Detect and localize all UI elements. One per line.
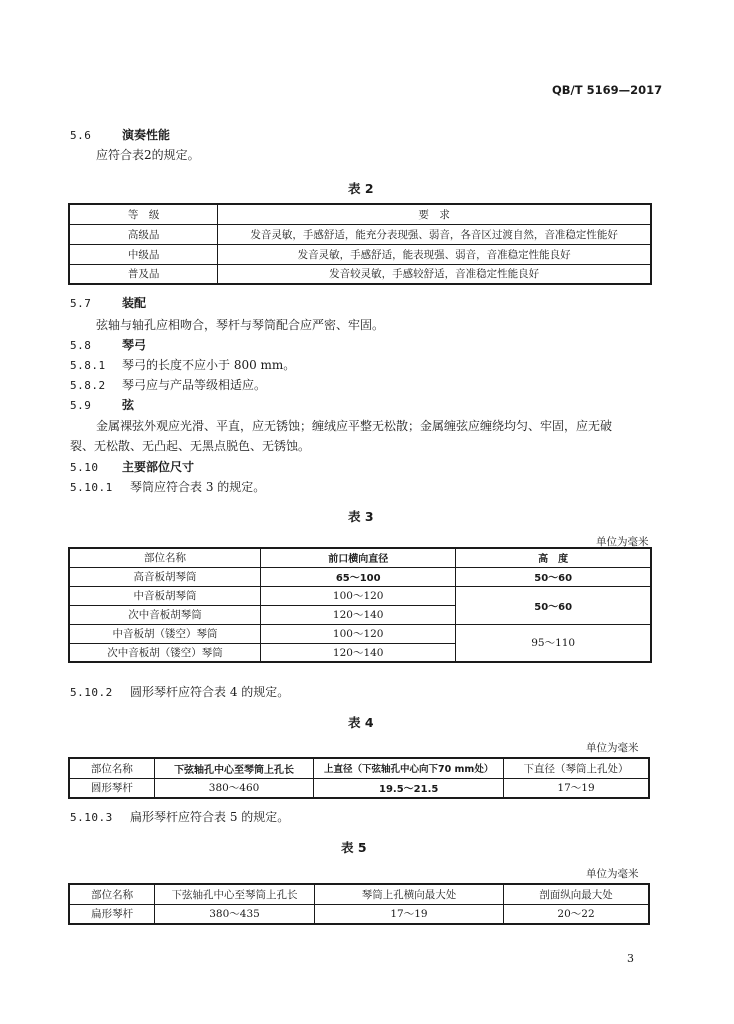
table-row	[69, 904, 649, 924]
table-cell: 20～22	[504, 904, 649, 924]
section-5-10-2	[70, 683, 289, 702]
section-title: 弦	[122, 398, 135, 412]
section-text: 琴筒应符合表 3 的规定。	[130, 480, 266, 494]
section-5-8-heading	[70, 336, 146, 355]
table-cell: 19.5～21.5	[314, 778, 504, 798]
table-2-title: 表 2	[348, 181, 374, 196]
table-cell: 100～120	[261, 624, 456, 643]
table-cell: 380～460	[154, 778, 313, 798]
section-5-7-heading	[70, 294, 146, 313]
table-header-cell: 前口横向直径	[261, 548, 456, 567]
table-cell: 扁形琴杆	[69, 904, 155, 924]
table-4-unit: 单位为毫米	[586, 742, 639, 754]
table-cell: 普及品	[69, 264, 218, 284]
section-title: 琴弓	[122, 338, 147, 352]
table-cell: 100～120	[261, 586, 456, 605]
table-5-unit: 单位为毫米	[586, 868, 639, 880]
table-row	[69, 244, 651, 264]
section-5-8-1	[70, 356, 295, 375]
document-code: QB/T 5169—2017	[552, 83, 663, 97]
table-header-cell: 下直径（琴筒上孔处）	[504, 758, 649, 778]
table-header-cell: 琴筒上孔横向最大处	[314, 884, 503, 904]
section-title: 装配	[122, 296, 147, 310]
section-5-7-text: 弦轴与轴孔应相吻合，琴杆与琴筒配合应严密、牢固。	[96, 318, 385, 332]
table-cell: 17～19	[504, 778, 649, 798]
table-cell: 中级品	[69, 244, 218, 264]
table-row	[69, 567, 651, 586]
section-text: 圆形琴杆应符合表 4 的规定。	[130, 685, 290, 699]
section-5-8-2	[70, 376, 266, 395]
table-header-cell: 剖面纵向最大处	[504, 884, 649, 904]
table-5-title: 表 5	[341, 840, 367, 855]
section-title: 主要部位尺寸	[122, 460, 195, 474]
table-cell: 95～110	[456, 624, 651, 662]
table-4	[68, 757, 650, 799]
table-cell: 高级品	[69, 224, 218, 244]
section-number: 5.7	[70, 297, 92, 310]
table-header-cell: 等 级	[69, 204, 218, 224]
table-header-cell: 上直径（下弦轴孔中心向下70 mm处）	[314, 758, 504, 778]
section-5-10-heading	[70, 458, 194, 477]
section-number: 5.10.3	[70, 811, 113, 824]
section-number: 5.10.2	[70, 686, 113, 699]
table-header-cell: 部位名称	[69, 758, 154, 778]
table-cell: 中音板胡琴筒	[69, 586, 261, 605]
table-4-title: 表 4	[348, 715, 374, 730]
table-cell: 次中音板胡（镂空）琴筒	[69, 643, 261, 662]
section-number: 5.10	[70, 461, 99, 474]
table-cell: 120～140	[261, 643, 456, 662]
table-3-title: 表 3	[348, 509, 374, 524]
table-5	[68, 883, 650, 925]
table-row	[69, 586, 651, 605]
table-3	[68, 547, 652, 663]
section-text: 扁形琴杆应符合表 5 的规定。	[130, 810, 290, 824]
section-number: 5.6	[70, 129, 92, 142]
section-number: 5.10.1	[70, 481, 113, 494]
section-5-6-heading	[70, 126, 170, 145]
section-5-9-text-line2: 裂、无松散、无凸起、无黑点脱色、无锈蚀。	[70, 439, 311, 453]
table-row	[69, 624, 651, 643]
section-5-9-text-line1: 金属裸弦外观应光滑、平直，应无锈蚀；缠绒应平整无松散；金属缠弦应缠绕均匀、牢固，应无破	[96, 419, 613, 433]
table-cell: 发音灵敏，手感舒适，能充分表现强、弱音，各音区过渡自然，音准稳定性能好	[218, 224, 651, 244]
section-5-10-1	[70, 478, 265, 497]
table-header-cell: 要 求	[218, 204, 651, 224]
table-cell: 65～100	[261, 567, 456, 586]
table-row	[69, 224, 651, 244]
section-title: 演奏性能	[122, 128, 171, 142]
table-header-cell: 下弦轴孔中心至琴筒上孔长	[155, 884, 315, 904]
table-2	[68, 203, 652, 285]
table-cell: 50～60	[456, 586, 651, 624]
table-cell: 发音灵敏，手感舒适，能表现强、弱音，音准稳定性能良好	[218, 244, 651, 264]
section-5-9-heading	[70, 396, 134, 415]
table-cell: 中音板胡（镂空）琴筒	[69, 624, 261, 643]
section-number: 5.8.2	[70, 379, 106, 392]
section-text: 琴弓应与产品等级相适应。	[122, 378, 267, 392]
table-cell: 高音板胡琴筒	[69, 567, 261, 586]
section-5-10-3	[70, 808, 289, 827]
table-cell: 380～435	[155, 904, 315, 924]
section-number: 5.8.1	[70, 359, 106, 372]
table-cell: 发音较灵敏，手感较舒适，音准稳定性能良好	[218, 264, 651, 284]
section-number: 5.8	[70, 339, 92, 352]
table-header-cell: 高 度	[456, 548, 651, 567]
table-row	[69, 264, 651, 284]
table-header-cell: 下弦轴孔中心至琴筒上孔长	[154, 758, 313, 778]
section-text: 琴弓的长度不应小于 800 mm。	[122, 358, 296, 372]
section-number: 5.9	[70, 399, 92, 412]
section-5-6-text: 应符合表2的规定。	[96, 148, 200, 162]
table-header-cell: 部位名称	[69, 548, 261, 567]
table-header-cell: 部位名称	[69, 884, 155, 904]
table-cell: 圆形琴杆	[69, 778, 154, 798]
table-3-unit: 单位为毫米	[596, 536, 649, 548]
table-cell: 120～140	[261, 605, 456, 624]
page-number: 3	[627, 952, 634, 965]
table-cell: 次中音板胡琴筒	[69, 605, 261, 624]
table-row	[69, 778, 649, 798]
table-cell: 17～19	[314, 904, 503, 924]
table-cell: 50～60	[456, 567, 651, 586]
